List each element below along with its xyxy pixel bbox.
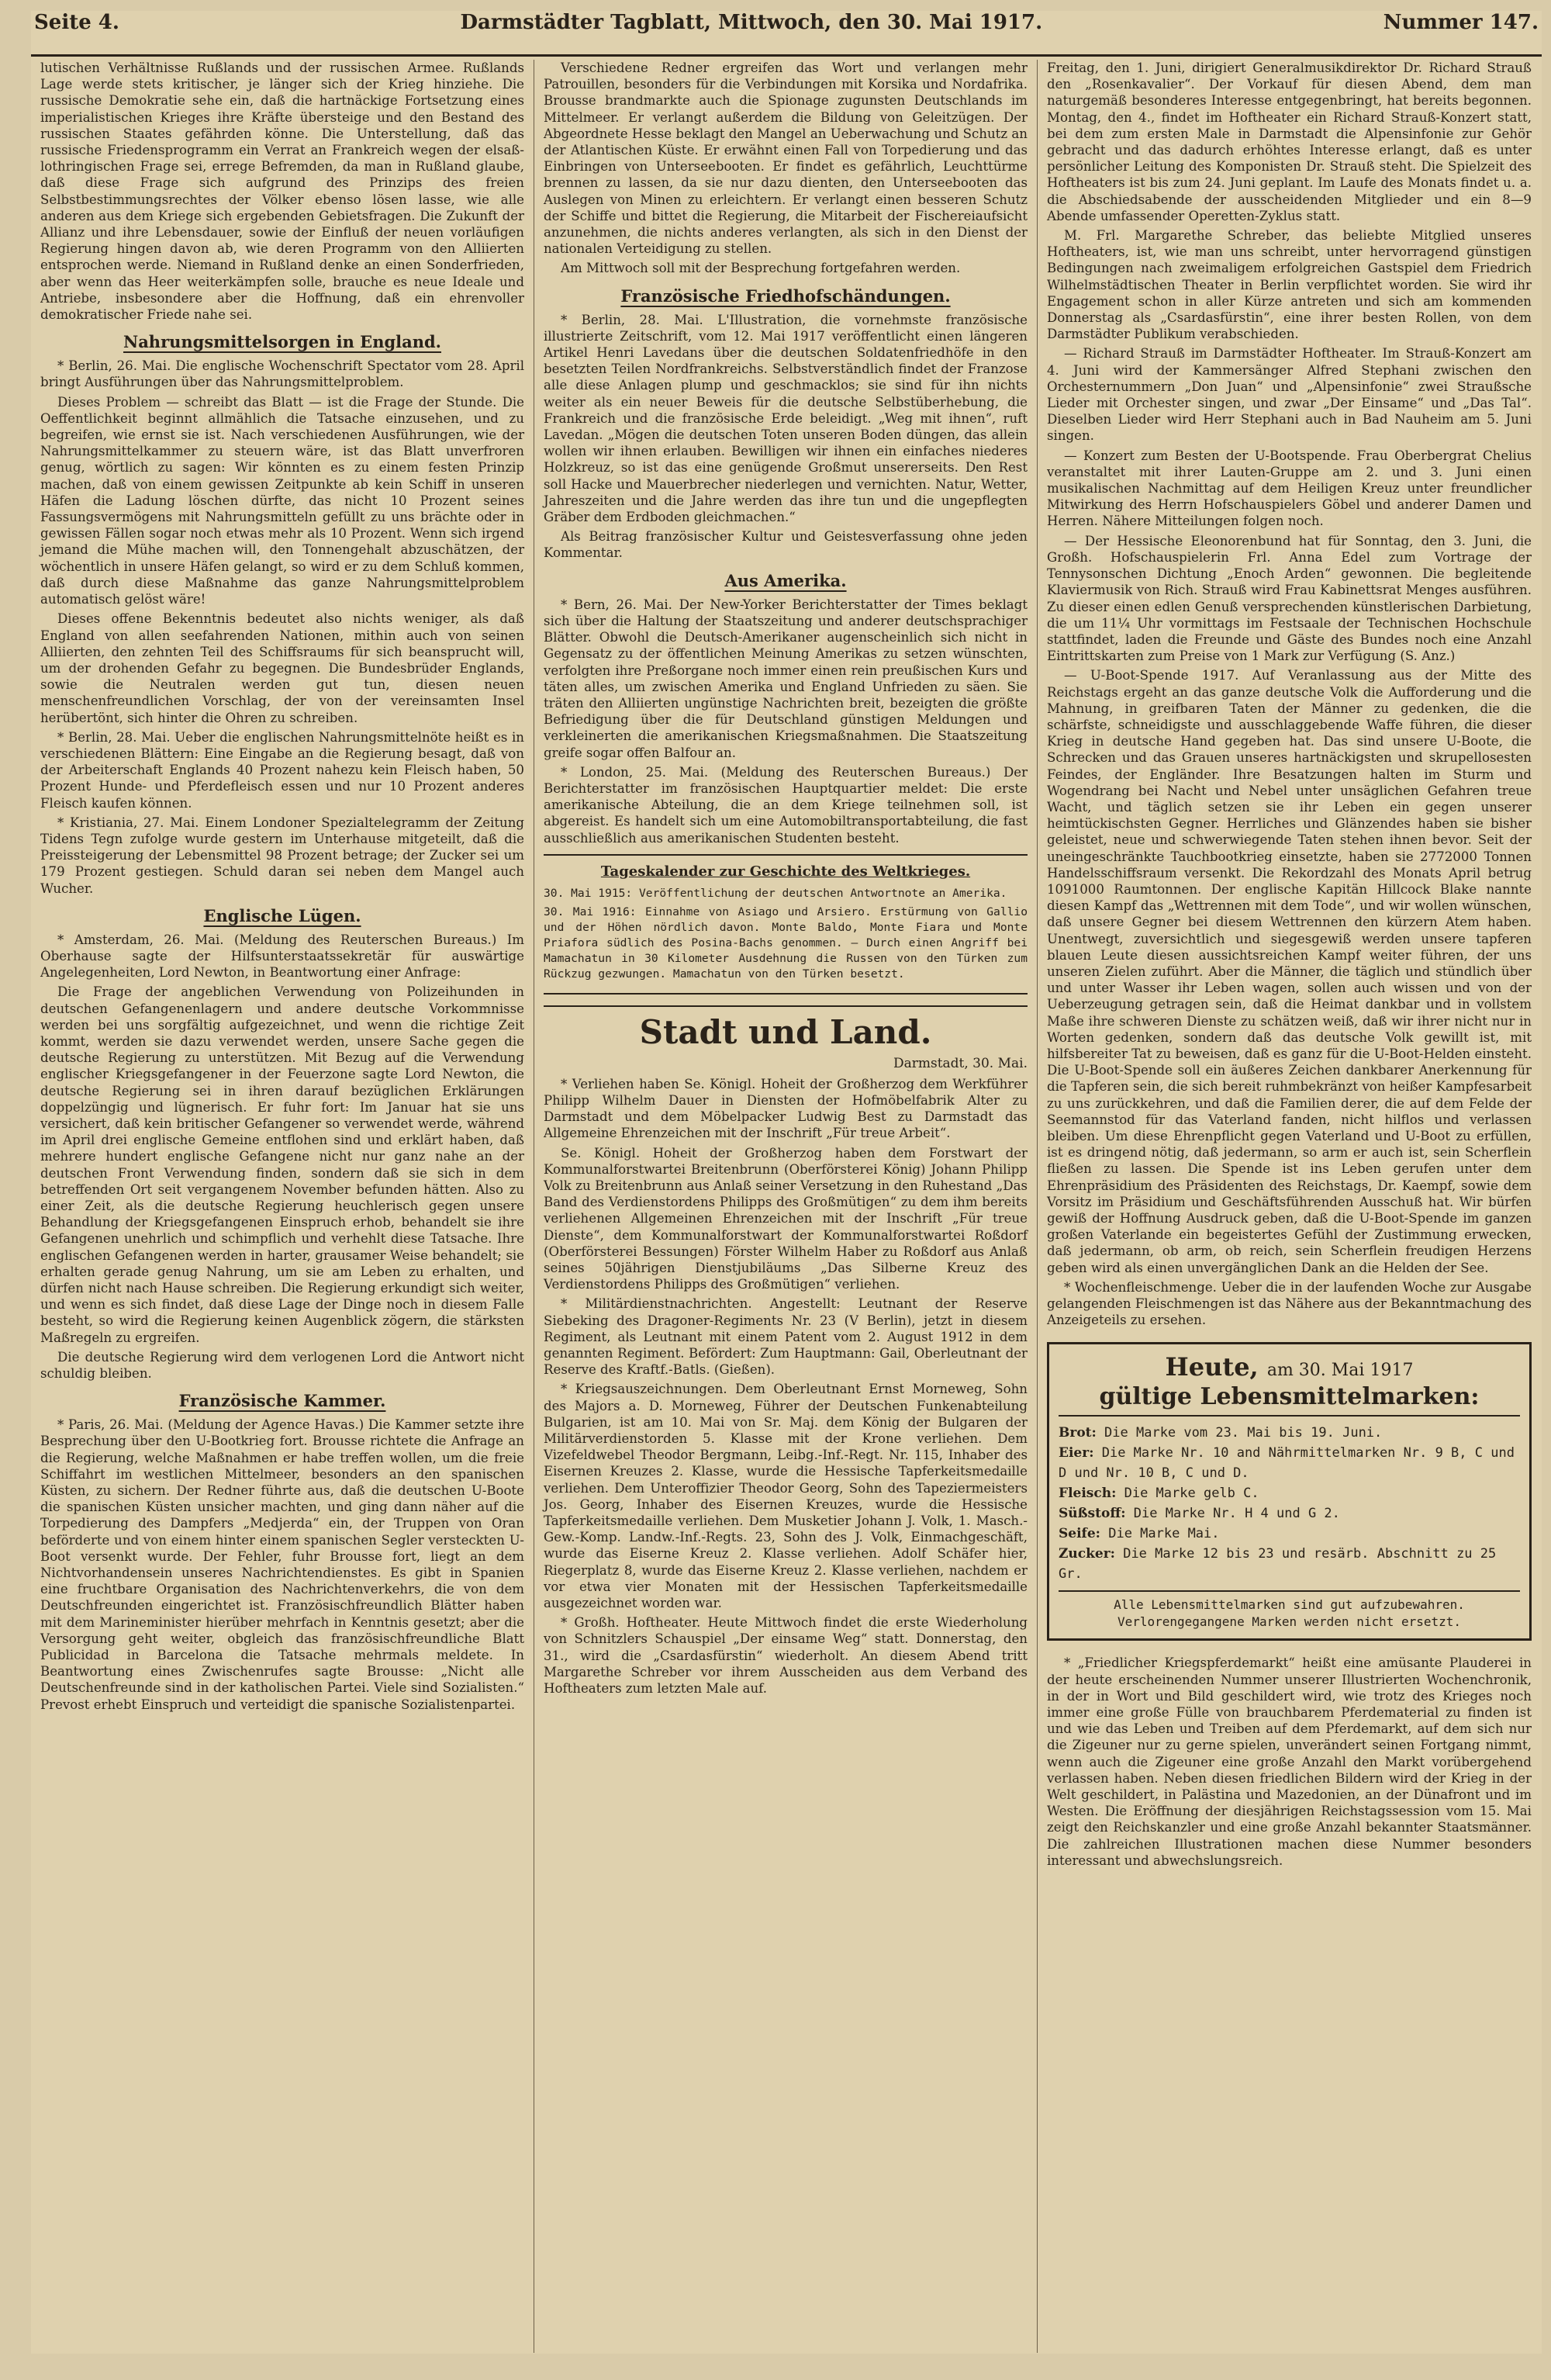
article-paragraph: * Kriegsauszeichnungen. Dem Oberleutnant Ernst Morneweg, Sohn des Majors a. D. Morneweg, Führer der Deutschen Funkenabteilung Bulgarien, ist am 10. Mai von Sr. Maj. dem König der Bulgaren der Militärverdienstorden 5. Klasse mit der Krone verliehen. Dem Vizefeldwebel Theodor Bergmann, Leibg.-Inf.-Regt. Nr. 115, Inhaber des Eisernen Kreuzes 2. Klasse, wurde die Hessische Tapferkeitsmedaille verliehen. Dem Unteroffizier Theodor Georg, Sohn des Tapeziermeisters Jos. Georg, Inhaber des Eisernen Kreuzes, wurde die Hessische Tapferkeitsmedaille verliehen. Dem Musketier Johann J. Volk, 1. Masch.-Gew.-Komp. Landw.-Inf.-Regts. 23, Sohn des J. Volk, Einmachgeschäft, wurde das Eiserne Kreuz 2. Klasse verliehen. Adolf Schäfer hier, Riegerplatz 8, wurde das Eiserne Kreuz 2. Klasse verliehen, nachdem er vor etwa vier Monaten mit der Hessischen Tapferkeitsmedaille ausgezeichnet worden war. bbox=[544, 1382, 1028, 1611]
newspaper-title: Darmstädter Tagblatt, Mittwoch, den 30. Mai 1917. bbox=[460, 11, 1043, 34]
article-paragraph: * Bern, 26. Mai. Der New-Yorker Berichterstatter der Times beklagt sich über die Haltung der Staatszeitung und anderer deutschsprachiger Blätter. Obwohl die Deutsch-Amerikaner augenscheinlich sich nicht in Gegensatz zu der öffentlichen Meinung Amerikas zu setzen wünschten, verfolgten ihre Preßorgane noch immer einen rein preußischen Kurs und täten alles, um zwischen Amerika und England Unfrieden zu säen. Sie träten den Alliierten ungünstige Nachrichten breit, bezeigten die größte Befriedigung über die für Deutschland günstigen Meldungen und verkleinerten die amerikanischen Kriegsmaßnahmen. Die Staatszeitung greife sogar offen Balfour an. bbox=[544, 597, 1028, 760]
article-paragraph: * Berlin, 26. Mai. Die englische Wochenschrift Spectator vom 28. April bringt Ausführungen über das Nahrungsmittelproblem. bbox=[40, 358, 524, 390]
ration-text: Die Marke Nr. H 4 und G 2. bbox=[1133, 1506, 1340, 1522]
article-paragraph: Se. Königl. Hoheit der Großherzog haben dem Forstwart der Kommunalforstwartei Breitenbrunn (Oberförsterei König) Johann Philipp Volk zu Breitenbrunn aus Anlaß seiner Versetzung in den Ruhestand „Das Band des Verdienstordens Philipps des Großmütigen“ zu dem ihm bereits verliehenen Allgemeinen Ehrenzeichen mit der Inschrift „Für treue Dienste“, dem Kommunalforstwart der Kommunalforstwartei Roßdorf (Oberförsterei Bessungen) Förster Wilhelm Haber zu Roßdorf aus Anlaß seines 50jährigen Dienstjubiläums „Das Silberne Kreuz des Verdienstordens Philipps des Großmütigen“ verliehen. bbox=[544, 1145, 1028, 1292]
ration-row bbox=[1059, 1483, 1520, 1503]
article-paragraph: — Richard Strauß im Darmstädter Hoftheater. Im Strauß-Konzert am 4. Juni wird der Kammersänger Alfred Stephani zwischen den Orchesternummern „Don Juan“ und „Alpensinfonie“ zwei Straußsche Lieder mit Orchester singen, und zwar „Der Einsame“ und „Das Tal“. Dieselben Lieder wird Herr Stephani auch in Bad Nauheim am 5. Juni singen. bbox=[1047, 346, 1532, 444]
article-paragraph: * Berlin, 28. Mai. L'Illustration, die vornehmste französische illustrierte Zeitschrift, vom 12. Mai 1917 veröffentlicht einen längeren Artikel Henri Lavedans über die deutschen Soldatenfriedhöfe in den besetzten Teilen Nordfrankreichs. Selbstverständlich findet der Franzose alle diese Anlagen plump und geschmacklos; sie sind für ihn nichts weiter als ein neuer Beweis für die deutsche Selbstüberhebung, die Frankreich und die französische Erde beleidigt. „Weg mit ihnen“, ruft Lavedan. „Mögen die deutschen Toten unseren Boden düngen, das allein wollen wir ihnen erlauben. Bewilligen wir ihnen ein einfaches niederes Holzkreuz, so ist das eine genügende Großmut unsererseits. Den Rest soll Hacke und Mauerbrecher niederlegen und vernichten. Natur, Wetter, Jahreszeiten und die Jahre werden das ihre tun und die ungepflegten Gräber dem Erdboden gleichmachen.“ bbox=[544, 312, 1028, 525]
article-heading: Französische Friedhofschändungen. bbox=[620, 285, 951, 306]
ration-text: Die Marke Mai. bbox=[1108, 1526, 1220, 1542]
ration-text: Die Marke 12 bis 23 und resärb. Abschnitt zu 25 Gr. bbox=[1059, 1546, 1497, 1583]
article-heading: Englische Lügen. bbox=[203, 905, 361, 925]
ration-label: Brot: bbox=[1059, 1425, 1097, 1441]
article-paragraph: — Der Hessische Eleonorenbund hat für Sonntag, den 3. Juni, die Großh. Hofschauspielerin Frl. Anna Edel zum Vortrage der Tennysonschen Dichtung „Enoch Arden“ gewonnen. Die begleitende Klaviermusik von Rich. Strauß wird Frau Kabinettsrat Menges ausführen. Zu dieser einen edlen Genuß versprechenden künstlerischen Darbietung, die um 11¼ Uhr vormittags im Festsaale der Technischen Hochschule stattfindet, laden die Freunde und Gäste des Bundes noch eine Anzahl Eintrittskarten zum Preise von 1 Mark zur Verfügung (S. Anz.) bbox=[1047, 533, 1532, 664]
article-paragraph: * Wochenfleischmenge. Ueber die in der laufenden Woche zur Ausgabe gelangenden Fleischmengen ist das Nähere aus der Bekanntmachung des Anzeigeteils zu ersehen. bbox=[1047, 1279, 1532, 1328]
masthead bbox=[31, 11, 1542, 57]
calendar-entry: 30. Mai 1915: Veröffentlichung der deutschen Antwortnote an Amerika. bbox=[544, 886, 1007, 900]
article-text: Verschiedene Redner ergreifen das Wort und verlangen mehr Patrouillen, besonders für die Verbindungen mit Korsika und Nordafrika. Brousse brandmarkte auch die Spionage zugunsten Deutschlands im Mittelmeer. Er verlangt außerdem die Bildung von Geleitzügen. Der Abgeordnete Hesse beklagt den Mangel an Ueberwachung und Schutz an der Atlantischen Küste. Er erwähnt einen Fall von Torpedierung und das Einbringen von Unterseebooten. Er findet es gefährlich, Leuchttürme brennen zu lassen, da sie nur dazu dienten, den Unterseebooten das Auslegen von Minen zu erleichtern. Er verlangt einen besseren Schutz der Schiffe und bittet die Regierung, die Mitarbeit der Fischereiaufsicht anzunehmen, die nichts anderes verlangten, als sich in den Dienst der nationalen Verteidigung zu stellen. bbox=[544, 61, 1028, 257]
box-footer: Alle Lebensmittelmarken sind gut aufzubewahren. Verlorengegangene Marken werden nicht ersetzt. bbox=[1059, 1590, 1520, 1631]
article-paragraph: * Berlin, 28. Mai. Ueber die englischen Nahrungsmittelnöte heißt es in verschiedenen Blättern: Eine Eingabe an die Regierung besagt, daß von der Arbeiterschaft Englands 40 Prozent nahezu kein Fleisch haben, 50 Prozent Hunde- und Pferdefleisch essen und nur 10 Prozent anderes Fleisch kaufen können. bbox=[40, 729, 524, 811]
ration-row bbox=[1059, 1503, 1520, 1524]
ration-text: Die Marke vom 23. Mai bis 19. Juni. bbox=[1104, 1425, 1383, 1441]
ration-stamps-box bbox=[1047, 1342, 1532, 1641]
article-paragraph: — U-Boot-Spende 1917. Auf Veranlassung aus der Mitte des Reichstags ergeht an das ganze deutsche Volk die Aufforderung und die Mahnung, in greifbaren Taten der Männer zu gedenken, die die schärfste, schneidigste und ausschlaggebende Waffe führen, die dieser Krieg in deutsche Hand gegeben hat. Das sind unsere U-Boote, die Schrecken und das Grauen unseres hartnäckigsten und skrupellosesten Feindes, der Engländer. Ihre Besatzungen halten im Sturm und Wogendrang bei Nacht und Nebel unter unsäglichen Gefahren treue Wacht, und täglich setzen sie ihr Leben ein gegen unserer heimtückischsten Gegner. Herrliches und Glänzendes haben sie bisher geleistet, neue und schwerwiegende Taten stehen ihnen bevor. Seit der uneingeschränkte Tauchbootkrieg einsetzte, haben sie 2772000 Tonnen Handelsschiffsraum versenkt. Die Rekordzahl des Monats April betrug 1091000 Raumtonnen. Der englische Kapitän Hillcock Blake nannte diesen Kampf das „Wettrennen mit dem Tode“, und wir wollen wünschen, daß unsere Gegner bei diesem Wettrennen den kürzern Atem haben. Unentwegt, zuversichtlich und siegesgewiß werden unsere tapferen blauen Leute diesen aussichtsreichen Kampf weiter führen, der uns unseren Zielen zuführt. Aber die Männer, die täglich und stündlich über und unter Wasser ihr Leben wagen, sollen auch wissen und von der Ueberzeugung getragen sein, daß die Heimat dankbar und in vollstem Maße ihre schweren Dienste zu schätzen weiß, daß wir ihrer nicht nur in Worten gedenken, sondern daß das deutsche Volk gewillt ist, mit hilfsbereiter Tat zu beweisen, daß es ganz für die U-Boot-Helden einsteht. Die U-Boot-Spende soll ein äußeres Zeichen dankbarer Anerkennung für die Tapferen sein, die sich bereit ruhmbekränzt von heißer Kampfesarbeit zu uns zurückkehren, und daß die Familien derer, die auf dem Felde der Seemannstod für das Vaterland fanden, nicht hilflos und verlassen bleiben. Um diese Ehrenpflicht gegen Vaterland und U-Boot zu erfüllen, ist es dringend nötig, daß jedermann, so arm er auch ist, sein Scherflein fließen zu lassen. Die Spende ist ins Leben gerufen unter dem Ehrenpräsidium des Präsidenten des Reichstags, Dr. Kaempf, sowie dem Vorsitz im Präsidium und Geschäftsführenden Ausschuß hat. Wir bürfen gewiß der Hoffnung Ausdruck geben, daß die U-Boot-Spende im ganzen großen Vaterlande ein begeistertes Gefühl der Zustimmung erwecken, daß jedermann, ob arm, ob reich, sein Scherflein freudigen Herzens geben wird als einen unvergänglichen Dank an die Helden der See. bbox=[1047, 668, 1532, 1275]
page-number: Seite 4. bbox=[34, 11, 119, 34]
article-paragraph: Die Frage der angeblichen Verwendung von Polizeihunden in deutschen Gefangenenlagern und andere deutsche Vorkommnisse werden bei uns sorgfältig aufgezeichnet, und wenn die richtige Zeit kommt, werden sie dazu verwendet werden, unsere Sache gegen die deutsche Regierung zu unterstützen. Mit Bezug auf die Verwendung englischer Kriegsgefangener in der Feuerzone sagte Lord Newton, die deutsche Regierung sei in ihren darauf bezüglichen Erklärungen doppelzüngig und lügnerisch. Er fuhr fort: Im Januar hat sie uns versichert, daß kein britischer Gefangener so verwendet werde, während im April drei englische Gemeine entflohen sind und erklärt haben, daß mehrere hundert englische Gefangene nicht nur ganz nahe an der deutschen Front Verwendung finden, sondern daß sie sich in dem betreffenden Ort seit vergangenem November befunden hätten. Also zu einer Zeit, als die deutsche Regierung heuchlerisch gegen unsere Behandlung der Kriegsgefangenen Einspruch erhob, behandelt sie ihre Gefangenen unehrlich und schimpflich und verhehlt diese Tatsache. Ihre englischen Gefangenen werden in harter, grausamer Weise behandelt; sie erhalten gerade genug Nahrung, um sie am Leben zu erhalten, und dürfen nicht nach Hause schreiben. Die Regierung erkundigt sich weiter, und wenn es sich findet, daß diese Lage der Dinge noch in diesem Falle besteht, so wird die Regierung keinen Augenblick zögern, die stärksten Maßregeln zu ergreifen. bbox=[40, 984, 524, 1345]
article-paragraph: * Kristiania, 27. Mai. Einem Londoner Spezialtelegramm der Zeitung Tidens Tegn zufolge wurde gestern im Unterhause mitgeteilt, daß die Preissteigerung der Lebensmittel 98 Prozent betrage; der Zucker sei um 179 Prozent gestiegen. Schuld daran sei neben dem Mangel auch Wucher. bbox=[40, 815, 524, 896]
article-paragraph: Als Beitrag französischer Kultur und Geistesverfassung ohne jeden Kommentar. bbox=[544, 529, 1028, 561]
article-text: lutischen Verhältnisse Rußlands und der russischen Armee. Rußlands Lage werde stets kritischer, je länger sich der Krieg hinziehe. Die russische Demokratie sehe ein, daß die hartnäckige Fortsetzung eines imperialistischen Krieges ihre Kräfte übersteige und den Bestand des russischen Staates gefährden könne. Die Unterstellung, daß das russische Friedensprogramm ein Verrat an Frankreich wegen der elsaß-lothringischen Frage sei, errege Befremden, da man in Rußland glaube, daß diese Frage sich aufgrund des Prinzips des freien Selbstbestimmungsrechtes der Völker ebenso lösen lasse, wie alle anderen aus dem Kriege sich ergebenden Gebietsfragen. Die Zukunft der Allianz und ihre Lebensdauer, sowie der Einfluß der neuen vorläufigen Regierung hingen davon ab, wie deren Programm von den Alliierten entsprochen werde. Niemand in Rußland denke an einen Sonderfrieden, aber wenn das Heer weiterkämpfen solle, brauche es neue Ideale und Antriebe, insbesondere aber die Hoffnung, daß ein ehrenvoller demokratischer Friede nahe sei. bbox=[40, 61, 524, 323]
ration-row bbox=[1059, 1423, 1520, 1443]
article-paragraph: Dieses Problem — schreibt das Blatt — ist die Frage der Stunde. Die Oeffentlichkeit beginnt allmählich die Tatsache einzusehen, und zu begreifen, wie ernst sie ist. Nach verschiedenen Ausführungen, wie der Nahrungsmittelkammer zu steuern wäre, ist das Blatt unverfroren genug, wörtlich zu sagen: Wir könnten es zu einem festen Prinzip machen, daß von einem gewissen Zeitpunkte ab kein Schiff in unseren Häfen die Ladung löschen dürfte, das nicht 10 Prozent seines Fassungsvermögens mit Nahrungsmitteln gefüllt zu uns brächte oder in gewissen Fällen sogar noch etwas mehr als 10 Prozent. Wenn sich irgend jemand die Mühe machen will, den Tonnengehalt abzuschätzen, der wöchentlich in unsere Häfen gelangt, so wird er zu dem Schluß kommen, daß durch diese Maßnahme das ganze Nahrungsmittelproblem automatisch gelöst wäre! bbox=[40, 394, 524, 607]
calendar-heading: Tageskalender zur Geschichte des Weltkrieges. bbox=[600, 863, 971, 880]
ration-label: Seife: bbox=[1059, 1526, 1100, 1542]
article-heading: Französische Kammer. bbox=[178, 1391, 386, 1411]
article-paragraph: — Konzert zum Besten der U-Bootspende. Frau Oberbergrat Chelius veranstaltet mit ihrer Lauten-Gruppe am 2. und 3. Juni einen musikalischen Nachmittag auf dem Heiligen Kreuz unter freundlicher Mitwirkung des Herrn Hofschauspielers Göbel und anderer Damen und Herren. Nähere Mitteilungen folgen noch. bbox=[1047, 448, 1532, 529]
ration-label: Eier: bbox=[1059, 1445, 1094, 1462]
article-text: Am Mittwoch soll mit der Besprechung fortgefahren werden. bbox=[561, 261, 961, 276]
column-3 bbox=[1038, 60, 1541, 2353]
article-paragraph: Dieses offene Bekenntnis bedeutet also nichts weniger, als daß England von allen seefahrenden Nationen, mithin auch von seinen Alliierten, den zehnten Teil des Schiffsraums für sich beansprucht will, um der drohenden Gefahr zu begegnen. Die Bundesbrüder Englands, sowie die Neutralen werden gut tun, diesen neuen menschenfreundlichen Vorschlag, der von der vereinsamten Insel herübertönt, sich hinter die Ohren zu schreiben. bbox=[40, 611, 524, 725]
issue-number: Nummer 147. bbox=[1383, 11, 1539, 34]
article-heading: Aus Amerika. bbox=[724, 570, 847, 590]
article-paragraph: M. Frl. Margarethe Schreber, das beliebte Mitglied unseres Hoftheaters, ist, wie man uns schreibt, unter hervorragend günstigen Bedingungen nach zweimaligem erfolgreichen Gastspiel dem Friedrich Wilhelmstädtischen Theater in Berlin verpflichtet worden. Sie wird ihr Engagement schon in aller Kürze antreten und sich am kommenden Donnerstag als „Csardasfürstin“, eine ihrer besten Rollen, von dem Darmstädter Publikum verabschieden. bbox=[1047, 228, 1532, 342]
section-heading: Stadt und Land. bbox=[544, 1005, 1028, 1051]
newspaper-page bbox=[31, 11, 1542, 2354]
ration-row bbox=[1059, 1524, 1520, 1544]
box-title bbox=[1059, 1352, 1520, 1382]
box-title-date: am 30. Mai 1917 bbox=[1266, 1361, 1414, 1381]
ration-text: Die Marke Nr. 10 and Nährmittelmarken Nr. 9 B, C und D und Nr. 10 B, C und D. bbox=[1059, 1445, 1515, 1482]
calendar-entry: 30. Mai 1916: Einnahme von Asiago und Arsiero. Erstürmung von Gallio und der Höhen nördlich davon. Monte Baldo, Monte Fiara und Monte Priafora südlich des Posina-Bachs genommen. — Durch einen Angriff bei Mamachatun in 30 Kilometer Ausdehnung die Russen von den Türken zum Rückzug gezwungen. Mamachatun von den Türken besetzt. bbox=[544, 905, 1028, 981]
ration-text: Die Marke gelb C. bbox=[1124, 1486, 1259, 1502]
box-title-word: Heute, bbox=[1165, 1352, 1259, 1382]
article-paragraph: * Paris, 26. Mai. (Meldung der Agence Havas.) Die Kammer setzte ihre Besprechung über den U-Bootkrieg fort. Brousse richtete die Anfrage an die Regierung, welche Maßnahmen er habe treffen wollen, um die freie Schiffahrt im westlichen Mittelmeer, besonders an den spanischen Küsten, zu sichern. Der Redner führte aus, daß die deutschen U-Boote die spanischen Küsten unsicher machten, und ging dann näher auf die Torpedierung des Dampfers „Medjerda“ ein, der Truppen von Oran beförderte und von einem hinter einem spanischen Segler versteckten U-Boot versenkt wurde. Der Fehler, fuhr Brousse fort, liegt an dem Nichtvorhandensein unseres Nachrichtendienstes. Es gibt in Spanien eine fruchtbare Organisation des Nachrichtenverkehrs, die von dem Deutschfreunden eingerichtet ist. Französischfreundlich Blätter haben mit dem Marineminister hierüber mehrfach in Kenntnis gesetzt; aber die Versorgung geht weiter, obgleich das französischfreundliche Blatt Publicidad in Barcelona die Tatsache mehrmals meldete. In Beantwortung eines Zwischenrufes sagte Brousse: „Nicht alle Deutschenfreunde sind in der katholischen Partei. Viele sind Sozialisten.“ Prevost erhebt Einspruch und verteidigt die spanische Sozialistenpartei. bbox=[40, 1417, 524, 1712]
dateline: Darmstadt, 30. Mai. bbox=[893, 1055, 1028, 1071]
article-heading: Nahrungsmittelsorgen in England. bbox=[123, 332, 441, 352]
article-paragraph: * „Friedlicher Kriegspferdemarkt“ heißt eine amüsante Plauderei in der heute erscheinenden Nummer unserer Illustrierten Wochenchronik, in der in Wort und Bild geschildert wird, wie trotz des Krieges noch immer eine große Fülle von brauchbarem Pferdematerial zu finden ist und wie das Leben und Treiben auf dem Pferdemarkt, auf dem sich nur die Zigeuner nur zu gerne spielen, unverändert seinen Fortgang nimmt, wenn auch die Zigeuner eine große Anzahl den Markt vorübergehend verlassen haben. Neben diesen friedlichen Bildern wird der Krieg in der Welt geschildert, in Palästina und Mazedonien, an der Dünafront und im Westen. Die Eröffnung der diesjährigen Reichstagssession vom 15. Mai zeigt den Reichskanzler und eine große Anzahl bekannter Staatsmänner. Die zahlreichen Illustrationen machen diese Nummer besonders interessant und abwechslungsreich. bbox=[1047, 1655, 1532, 1868]
article-text: Freitag, den 1. Juni, dirigiert Generalmusikdirektor Dr. Richard Strauß den „Rosenkavalier“. Der Vorkauf für diesen Abend, dem man naturgemäß besonderes Interesse entgegenbringt, hat bereits begonnen. Montag, den 4., findet im Hoftheater ein Richard Strauß-Konzert statt, bei dem zum ersten Male in Darmstadt die Alpensinfonie zur Gehör gebracht und das dadurch erhöhtes Interesse erlangt, daß es unter persönlicher Leitung des Komponisten Dr. Strauß steht. Die Spielzeit des Hoftheaters ist bis zum 24. Juni geplant. Im Laufe des Monats findet u. a. die Abschiedsabende der ausscheidenden Mitglieder und ein 8—9 Abende umfassender Operetten-Zyklus statt. bbox=[1047, 61, 1532, 223]
article-paragraph: * London, 25. Mai. (Meldung des Reuterschen Bureaus.) Der Berichterstatter im französischen Hauptquartier meldet: Die erste amerikanische Abteilung, die an dem Kriege teilnehmen soll, ist abgereist. Es handelt sich um eine Automobiltransportabteilung, die fast ausschließlich aus amerikanischen Studenten besteht. bbox=[544, 764, 1028, 846]
column-1 bbox=[31, 60, 534, 2353]
ration-label: Süßstoff: bbox=[1059, 1506, 1126, 1522]
war-calendar bbox=[544, 854, 1028, 995]
article-paragraph: Die deutsche Regierung wird dem verlogenen Lord die Antwort nicht schuldig bleiben. bbox=[40, 1349, 524, 1382]
article-paragraph: * Militärdienstnachrichten. Angestellt: Leutnant der Reserve Siebeking des Dragoner-Regiments Nr. 23 (V Berlin), jetzt in diesem Regiment, als Leutnant mit einem Patent vom 2. August 1912 in dem genannten Regiment. Befördert: Zum Hauptmann: Gail, Oberleutnant der Reserve des Kraftf.-Batls. (Gießen). bbox=[544, 1296, 1028, 1378]
article-paragraph: * Großh. Hoftheater. Heute Mittwoch findet die erste Wiederholung von Schnitzlers Schauspiel „Der einsame Weg“ statt. Donnerstag, den 31., wird die „Csardasfürstin“ wiederholt. An diesem Abend tritt Margarethe Schreber vor ihrem Ausscheiden aus dem Verband des Hoftheaters zum letzten Male auf. bbox=[544, 1615, 1028, 1697]
ration-row bbox=[1059, 1544, 1520, 1584]
ration-label: Zucker: bbox=[1059, 1546, 1115, 1562]
ration-row bbox=[1059, 1443, 1520, 1483]
column-2 bbox=[534, 60, 1038, 2353]
box-subtitle: gültige Lebensmittelmarken: bbox=[1059, 1383, 1520, 1417]
ration-label: Fleisch: bbox=[1059, 1486, 1117, 1502]
article-paragraph: * Amsterdam, 26. Mai. (Meldung des Reuterschen Bureaus.) Im Oberhause sagte der Hilfsunterstaatssekretär für auswärtige Angelegenheiten, Lord Newton, in Beantwortung einer Anfrage: bbox=[40, 932, 524, 981]
article-paragraph: * Verliehen haben Se. Königl. Hoheit der Großherzog dem Werkführer Philipp Wilhelm Dauer in Diensten der Hofmöbelfabrik Alter zu Darmstadt und dem Möbelpacker Ludwig Best zu Darmstadt das Allgemeine Ehrenzeichen mit der Inschrift „Für treue Arbeit“. bbox=[544, 1076, 1028, 1141]
